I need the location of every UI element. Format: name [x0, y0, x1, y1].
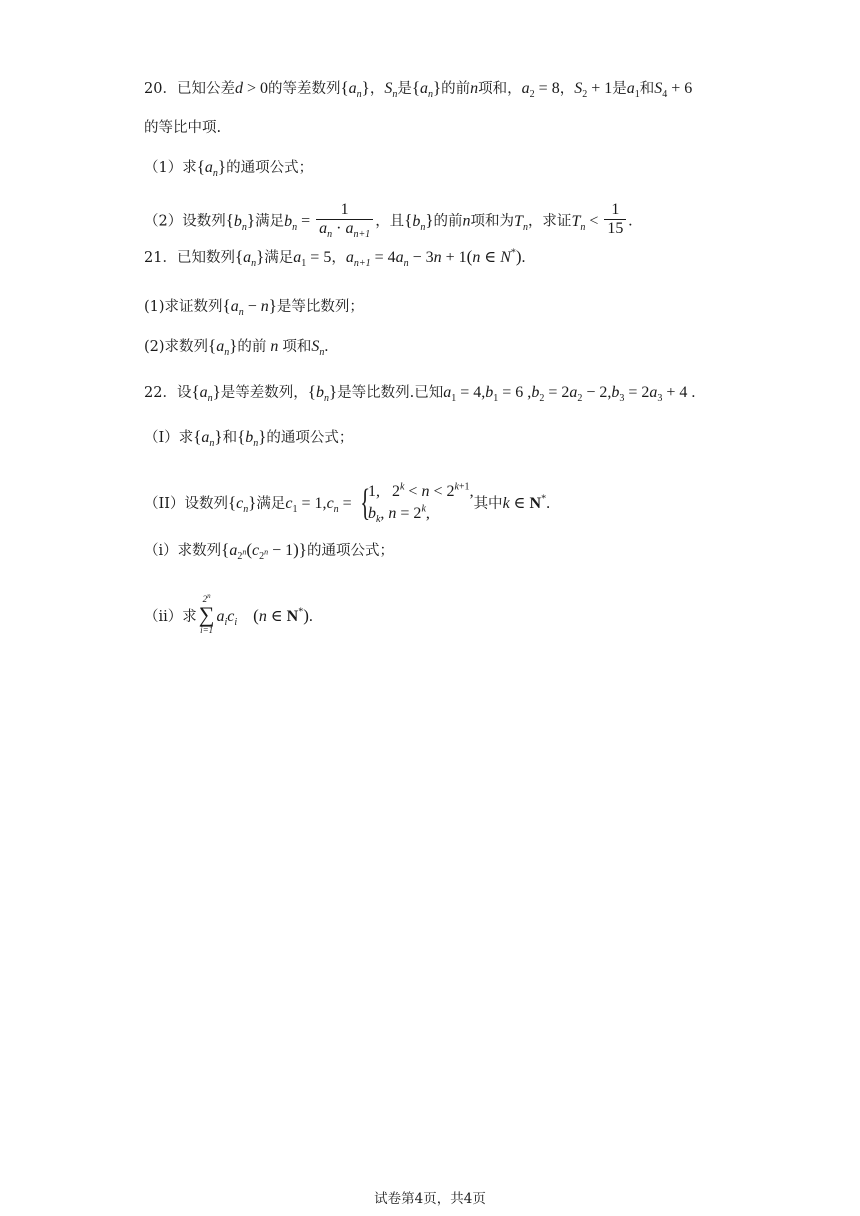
page-footer: 试卷第4页，共4页	[374, 1191, 486, 1207]
p20-question-1: （1）求$\{a_n\}$的通项公式；	[144, 157, 314, 180]
p20-stem-line2: 的等比中项.	[144, 120, 222, 136]
p22-question-1: （I）求$\{a_n\}$和$\{b_n\}$的通项公式；	[144, 427, 354, 450]
fraction-bn: $\frac{1}{a_n \cdot a_{n+1}}$	[316, 201, 373, 238]
summation-sign: 2$^n$ ∑ i=1	[198, 592, 215, 635]
p22-stem: 22．设$\{a_n\}$是等差数列，$\{b_n\}$是等比数列.已知$a_1 = 4,b_1 = 6$ $,b_2 = 2a_2 - 2,b_3 = 2a_3 + 4$ .	[144, 382, 696, 405]
fraction-one-fifteenth: $\frac{1}{15}$	[604, 201, 626, 238]
p20-stem-line1: 20．已知公差d > 0的等差数列$\{a_n\}$，$S_n$是$\{a_n\}$的前n项和，$a_2 = 8$，$S_2 + 1$是$a_1$和$S_4 + 6$	[144, 78, 693, 101]
piecewise-cn: { 1, $2^k < n < 2^{k+1}$, $b_k$, $n = 2^k$,	[359, 481, 474, 526]
p21-question-1: (1)求证数列$\{a_n - n\}$是等比数列；	[144, 296, 364, 319]
p21-question-2: (2)求数列$\{a_n\}$的前 n 项和$S_n$.	[144, 336, 329, 359]
p21-stem: 21．已知数列$\{a_n\}$满足$a_1 = 5$，$a_{n+1} = 4a_n - 3n + 1(n$ ∈ N*).	[144, 247, 526, 270]
p22-question-ii: （ii）求 2$^n$ ∑ i=1 $a_ic_i$ (n ∈ N*).	[144, 592, 313, 635]
p22-question-2: （II）设数列$\{c_n\}$满足$c_1 = 1,c_n$ = { 1, $2^k < n < 2^{k+1}$, $b_k$, $n = 2^k$, 其中k ∈ N*.	[144, 481, 551, 526]
p20-question-2: （2）设数列$\{b_n\}$满足$b_n$ = $\frac{1}{a_n \cdot a_{n+1}}$ ，且$\{b_n\}$的前n项和为$T_n$，求证$T_n$ < $\frac{1}{15}$ .	[144, 201, 633, 241]
p22-question-i: （i）求数列$\{a_{2^n}(c_{2^n} - 1)\}$的通项公式；	[144, 540, 394, 563]
